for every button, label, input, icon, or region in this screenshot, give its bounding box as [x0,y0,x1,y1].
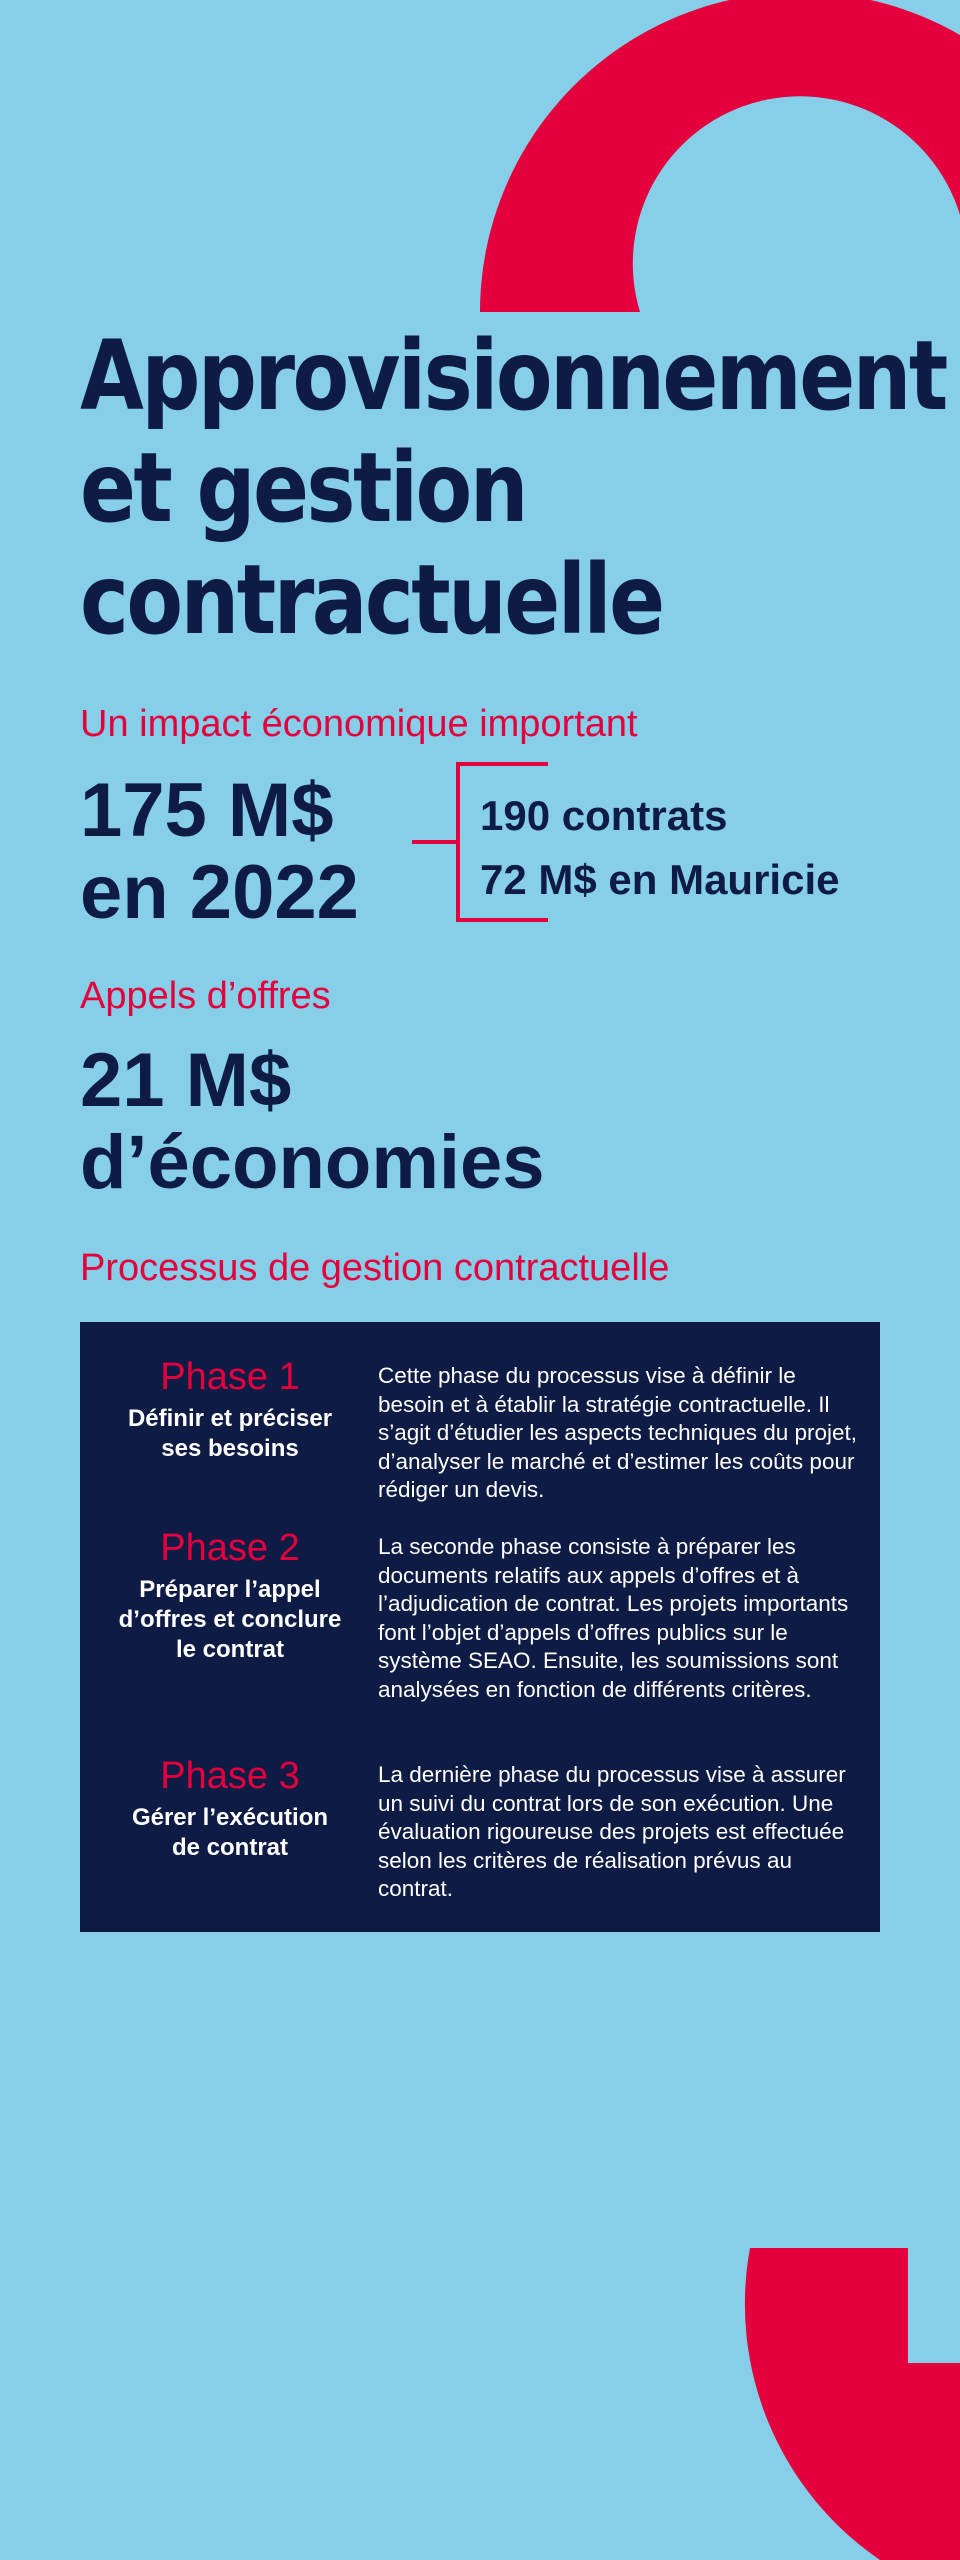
tenders-amount: 21 M$ [80,1038,292,1123]
phases-panel [80,1322,880,1932]
title-line-3: contractuelle [80,544,663,656]
phase-2-header [100,1525,360,1665]
phase-3-name: Phase 3 [160,1755,300,1797]
phase-2-description: La seconde phase consiste à préparer les documents relatifs aux appels d’offres et à l’adjudication de contrat. Les projets importants font l’objet d’appels d’offres publics sur le système SEAO. Ensuite, les soumissions sont analysées en fonction de différents critères. [378,1534,849,1702]
page-title [80,320,946,656]
phase-3-description: La dernière phase du processus vise à assurer un suivi du contrat lors de son exécution. Une évaluation rigoureuse des projets est effectuée selon les critères de réalisation prévus au contrat. [378,1762,846,1901]
phase-3-subtitle-line-1: Gérer l’exécution [131,1804,329,1831]
phase-1-subtitle-line-2: ses besoins [161,1435,299,1462]
mauricie-amount: 72 M$ en Mauricie [480,856,840,903]
contracts-count: 190 contrats [480,792,728,839]
phase-2-subtitle-line-1: Préparer l’appel [139,1576,321,1603]
phase-1-description: Cette phase du processus vise à définir le besoin et à établir la stratégie contractuelle. Il s’agit d’étudier les aspects techniques du projet, d’analyser le marché et d’estimer les coûts pour rédiger un devis. [378,1363,858,1502]
phase-3-header [100,1753,360,1863]
top-right-arc [480,0,960,312]
impact-year: en 2022 [80,850,359,935]
phase-1-header [100,1354,360,1464]
tenders-stat [80,1040,545,1204]
title-line-1: Approvisionnement [80,320,946,432]
impact-amount: 175 M$ [80,768,334,853]
impact-breakdown [480,784,839,912]
phase-2-subtitle-line-2: d’offres et conclure [118,1606,342,1633]
impact-stat [80,770,359,934]
process-heading: Processus de gestion contractuelle [80,1247,670,1289]
title-line-2: et gestion [80,432,526,544]
phase-1-name: Phase 1 [160,1356,300,1398]
impact-heading: Un impact économique important [80,703,638,745]
phase-2-subtitle-line-3: le contrat [175,1636,285,1663]
phase-1-subtitle-line-1: Définir et préciser [127,1405,333,1432]
tenders-label: d’économies [80,1120,545,1205]
phase-2-name: Phase 2 [160,1527,300,1569]
phase-3-subtitle-line-2: de contrat [171,1834,288,1861]
tenders-heading: Appels d’offres [80,975,331,1017]
